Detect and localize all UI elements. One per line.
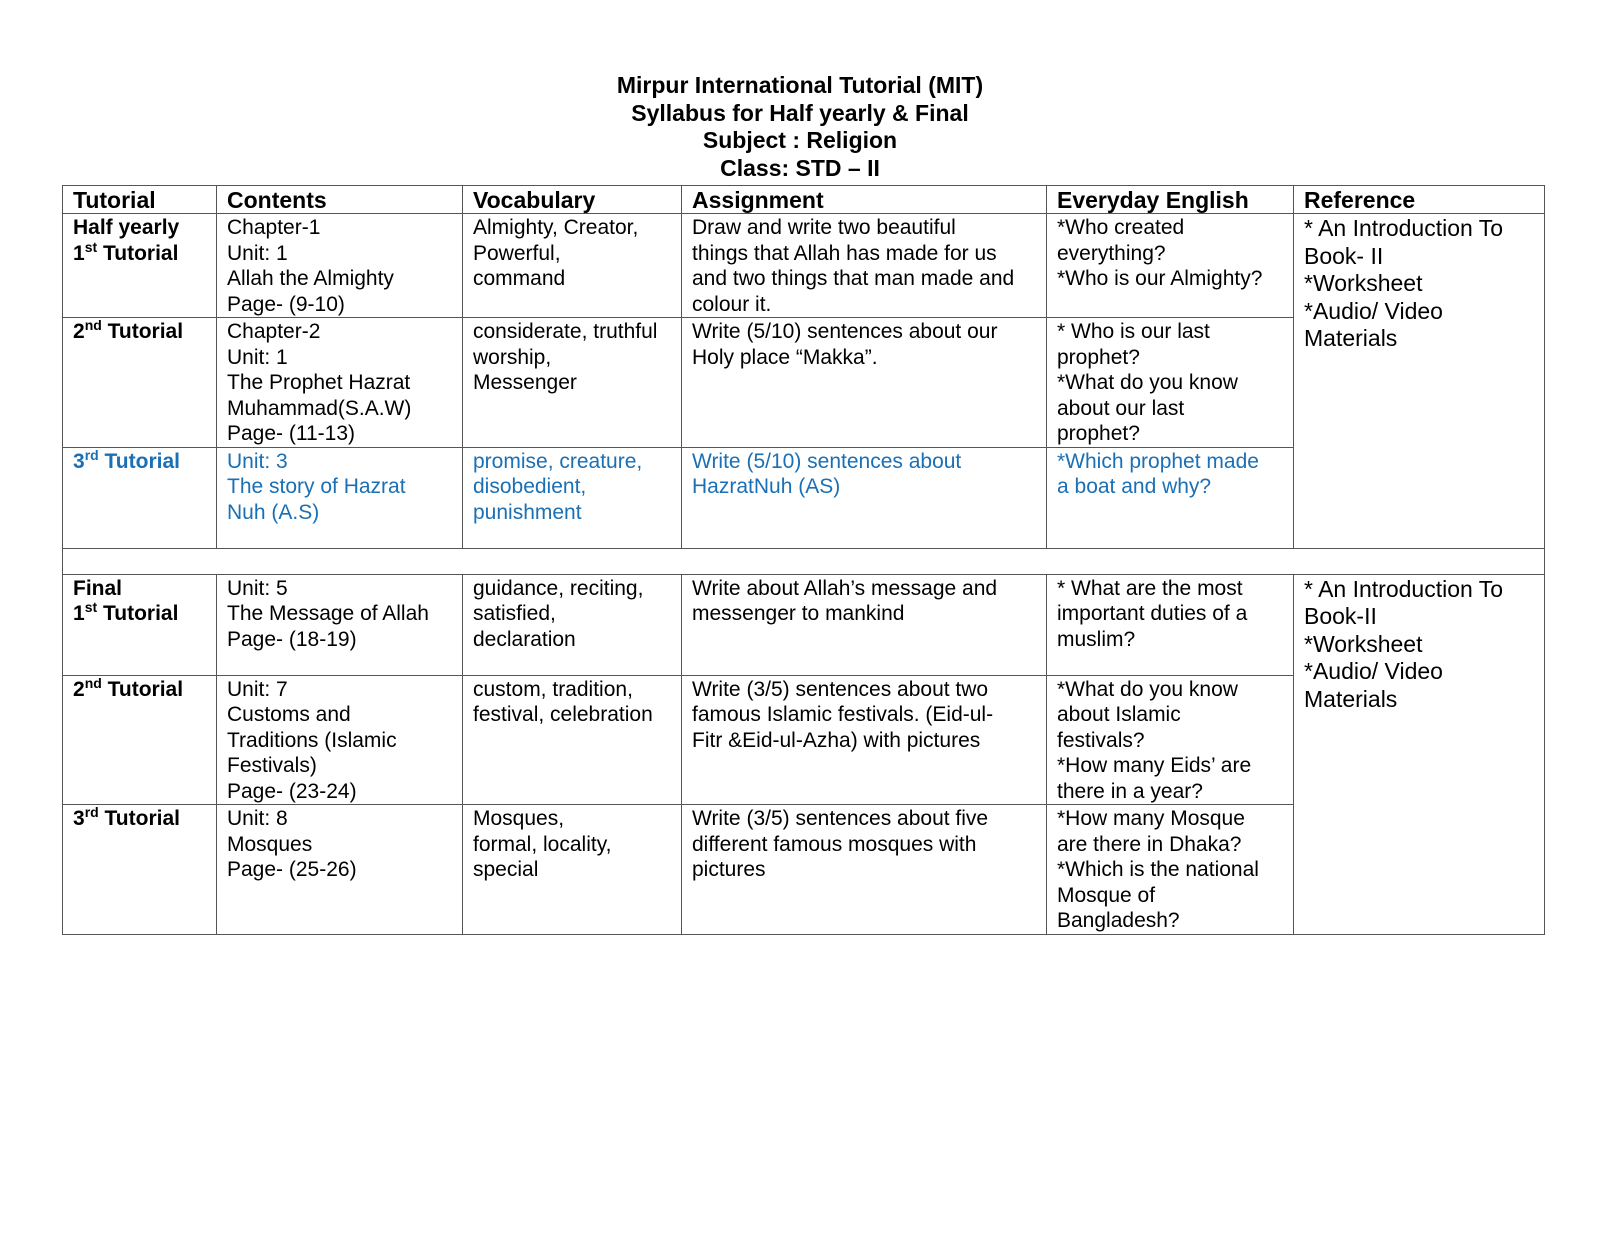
contents-cell-line: Customs and — [227, 703, 351, 726]
vocabulary-cell-line: Messenger — [473, 371, 577, 394]
tutorial-cell — [63, 214, 217, 318]
contents-cell-line: Chapter-1 — [227, 216, 321, 239]
everyday-english-cell-line: are there in Dhaka? — [1057, 832, 1242, 856]
tutorial-cell — [63, 447, 217, 548]
column-header-vocabulary: Vocabulary — [463, 186, 682, 214]
section-divider — [63, 548, 1545, 574]
column-header-everyday-english: Everyday English — [1047, 186, 1294, 214]
contents-cell-line: Festivals) — [227, 754, 317, 777]
contents-cell-line: Page- (11-13) — [227, 422, 356, 445]
reference-cell-line: * An Introduction To — [1304, 575, 1504, 602]
vocabulary-cell-line: festival, celebration — [473, 703, 653, 726]
tutorial-ordinal-suffix: nd — [84, 675, 102, 691]
contents-cell-line: Unit: 1 — [227, 345, 288, 369]
tutorial-number: 2 — [73, 320, 85, 343]
everyday-english-cell-line: * What are the most — [1057, 576, 1243, 600]
everyday-english-cell-line: prophet? — [1057, 422, 1140, 445]
reference-cell-line: *Audio/ Video — [1304, 297, 1443, 324]
vocabulary-cell — [463, 574, 682, 675]
contents-cell-line: Unit: 1 — [227, 241, 288, 265]
contents-cell-line: Mosques — [227, 832, 313, 856]
syllabus-table — [62, 185, 1545, 935]
vocabulary-cell — [463, 318, 682, 448]
vocabulary-cell-line: punishment — [473, 500, 582, 524]
assignment-cell-line: colour it. — [692, 292, 772, 316]
everyday-english-cell-line: festivals? — [1057, 728, 1145, 752]
reference-cell — [1294, 574, 1545, 934]
tutorial-ordinal-suffix: rd — [84, 447, 99, 463]
column-header-tutorial: Tutorial — [63, 186, 217, 214]
assignment-cell — [682, 214, 1047, 318]
assignment-cell — [682, 447, 1047, 548]
contents-cell — [217, 318, 463, 448]
final-row-1 — [63, 574, 1545, 675]
everyday-english-cell — [1047, 574, 1294, 675]
tutorial-number: 3 — [73, 807, 85, 830]
tutorial-word: Tutorial — [97, 241, 179, 265]
tutorial-ordinal-suffix: st — [84, 238, 98, 255]
contents-cell-line: Chapter-2 — [227, 320, 321, 343]
tutorial-label — [73, 601, 206, 627]
contents-cell-line: The Message of Allah — [227, 602, 429, 625]
reference-cell-line: Materials — [1304, 325, 1398, 351]
vocabulary-cell-line: declaration — [473, 627, 576, 651]
tutorial-cell — [63, 318, 217, 448]
tutorial-word: Tutorial — [101, 320, 184, 343]
subject-title: Subject : Religion — [702, 127, 898, 153]
contents-cell-line: Unit: 3 — [227, 449, 288, 473]
reference-cell-line: *Worksheet — [1304, 630, 1423, 657]
contents-cell-line: Unit: 7 — [227, 677, 288, 701]
contents-cell — [217, 214, 463, 318]
half-yearly-row-1 — [63, 214, 1545, 318]
column-header-reference: Reference — [1294, 186, 1545, 214]
vocabulary-cell-line: Mosques, — [473, 807, 565, 830]
assignment-cell-line: things that Allah has made for us — [692, 241, 997, 265]
contents-cell-line: The story of Hazrat — [227, 475, 406, 498]
tutorial-label — [73, 319, 206, 345]
assignment-cell — [682, 675, 1047, 805]
contents-cell-line: Unit: 5 — [227, 576, 288, 600]
reference-cell-line: Materials — [1304, 685, 1398, 712]
everyday-english-cell-line: * Who is our last — [1057, 320, 1210, 343]
contents-cell-line: Page- (23-24) — [227, 779, 357, 803]
assignment-cell-line: pictures — [692, 858, 766, 881]
everyday-english-cell — [1047, 805, 1294, 935]
vocabulary-cell-line: disobedient, — [473, 475, 587, 498]
tutorial-number: 1 — [73, 241, 85, 265]
tutorial-word: Tutorial — [97, 602, 179, 625]
tutorial-cell — [63, 675, 217, 805]
everyday-english-cell-line: *What do you know — [1057, 371, 1238, 394]
assignment-cell — [682, 574, 1047, 675]
tutorial-word: Tutorial — [101, 677, 184, 701]
everyday-english-cell-line: there in a year? — [1057, 779, 1203, 803]
assignment-cell-line: Draw and write two beautiful — [692, 216, 956, 239]
school-name: Mirpur International Tutorial (MIT) — [616, 72, 984, 98]
tutorial-ordinal-suffix: rd — [84, 804, 99, 820]
vocabulary-cell-line: guidance, reciting, — [473, 576, 644, 600]
vocabulary-cell — [463, 447, 682, 548]
class-title: Class: STD – II — [720, 154, 880, 181]
tutorial-word: Tutorial — [98, 807, 180, 830]
assignment-cell-line: Write about Allah’s message and — [692, 576, 998, 600]
vocabulary-cell-line: worship, — [473, 345, 552, 369]
everyday-english-cell-line: everything? — [1057, 241, 1166, 265]
assignment-cell-line: Holy place “Makka”. — [692, 345, 878, 369]
contents-cell-line: Page- (9-10) — [227, 292, 345, 316]
tutorial-number: 2 — [73, 677, 85, 701]
everyday-english-cell-line: important duties of a — [1057, 602, 1248, 625]
assignment-cell-line: Write (3/5) sentences about two — [692, 677, 989, 701]
contents-cell-line: Nuh (A.S) — [227, 500, 320, 524]
everyday-english-cell-line: *Which is the national — [1057, 858, 1259, 881]
reference-cell — [1294, 214, 1545, 549]
everyday-english-cell — [1047, 318, 1294, 448]
everyday-english-cell-line: *Which prophet made — [1057, 449, 1259, 473]
everyday-english-cell-line: *What do you know — [1057, 677, 1238, 701]
assignment-cell-line: famous Islamic festivals. (Eid-ul- — [692, 703, 994, 726]
vocabulary-cell-line: Powerful, — [473, 241, 561, 265]
vocabulary-cell — [463, 675, 682, 805]
assignment-cell-line: Write (5/10) sentences about our — [692, 320, 998, 343]
contents-cell — [217, 574, 463, 675]
tutorial-label — [73, 806, 206, 832]
column-header-row — [63, 186, 1545, 214]
contents-cell — [217, 805, 463, 935]
reference-cell-line: *Worksheet — [1304, 270, 1423, 296]
term-label: Half yearly — [73, 216, 180, 239]
assignment-cell — [682, 318, 1047, 448]
contents-cell — [217, 447, 463, 548]
term-label: Final — [73, 576, 123, 600]
reference-cell-line: *Audio/ Video — [1304, 658, 1443, 684]
vocabulary-cell-line: command — [473, 267, 566, 290]
everyday-english-cell-line: about Islamic — [1057, 703, 1181, 726]
column-header-assignment: Assignment — [682, 186, 1047, 214]
assignment-cell-line: Fitr &Eid-ul-Azha) with pictures — [692, 728, 981, 752]
vocabulary-cell — [463, 214, 682, 318]
syllabus-title: Syllabus for Half yearly & Final — [631, 99, 969, 126]
tutorial-label — [73, 238, 206, 267]
reference-cell-line: * An Introduction To — [1304, 215, 1504, 241]
assignment-cell-line: messenger to mankind — [692, 602, 905, 625]
tutorial-number: 3 — [73, 449, 85, 473]
assignment-cell-line: Write (5/10) sentences about — [692, 449, 962, 473]
tutorial-cell — [63, 805, 217, 935]
vocabulary-cell-line: formal, locality, — [473, 832, 612, 856]
tutorial-ordinal-suffix: nd — [84, 317, 102, 333]
contents-cell-line: Page- (25-26) — [227, 858, 357, 881]
column-header-contents: Contents — [217, 186, 463, 214]
everyday-english-cell-line: *How many Mosque — [1057, 807, 1245, 830]
everyday-english-cell — [1047, 214, 1294, 318]
assignment-cell-line: Write (3/5) sentences about five — [692, 807, 989, 830]
document-header — [0, 72, 1600, 182]
everyday-english-cell-line: *Who is our Almighty? — [1057, 267, 1263, 290]
contents-cell-line: The Prophet Hazrat — [227, 371, 411, 394]
contents-cell-line: Traditions (Islamic — [227, 728, 397, 752]
everyday-english-cell-line: a boat and why? — [1057, 475, 1212, 498]
vocabulary-cell-line: satisfied, — [473, 602, 556, 625]
reference-cell-line: Book- II — [1304, 242, 1384, 269]
vocabulary-cell-line: promise, creature, — [473, 449, 643, 473]
assignment-cell-line: different famous mosques with — [692, 832, 977, 856]
everyday-english-cell-line: muslim? — [1057, 627, 1136, 651]
vocabulary-cell-line: Almighty, Creator, — [473, 216, 639, 239]
assignment-cell-line: and two things that man made and — [692, 267, 1015, 290]
reference-cell-line: Book-II — [1304, 603, 1377, 629]
vocabulary-cell-line: custom, tradition, — [473, 677, 633, 701]
contents-cell-line: Page- (18-19) — [227, 627, 357, 651]
vocabulary-cell-line: considerate, truthful — [473, 320, 658, 343]
everyday-english-cell-line: about our last — [1057, 396, 1185, 420]
everyday-english-cell-line: *How many Eids’ are — [1057, 754, 1252, 777]
everyday-english-cell-line: *Who created — [1057, 216, 1185, 239]
tutorial-word: Tutorial — [98, 449, 180, 473]
everyday-english-cell — [1047, 447, 1294, 548]
tutorial-ordinal-suffix: st — [84, 599, 98, 615]
contents-cell-line: Muhammad(S.A.W) — [227, 396, 412, 420]
everyday-english-cell-line: Mosque of — [1057, 883, 1156, 907]
assignment-cell-line: HazratNuh (AS) — [692, 475, 841, 498]
section-divider-row — [63, 548, 1545, 574]
tutorial-label — [73, 677, 206, 703]
contents-cell — [217, 675, 463, 805]
contents-cell-line: Unit: 8 — [227, 807, 288, 830]
tutorial-cell — [63, 574, 217, 675]
everyday-english-cell-line: Bangladesh? — [1057, 909, 1180, 932]
tutorial-number: 1 — [73, 602, 85, 625]
tutorial-label — [73, 449, 206, 475]
everyday-english-cell — [1047, 675, 1294, 805]
vocabulary-cell — [463, 805, 682, 935]
everyday-english-cell-line: prophet? — [1057, 345, 1140, 369]
contents-cell-line: Allah the Almighty — [227, 267, 394, 290]
assignment-cell — [682, 805, 1047, 935]
vocabulary-cell-line: special — [473, 858, 539, 881]
